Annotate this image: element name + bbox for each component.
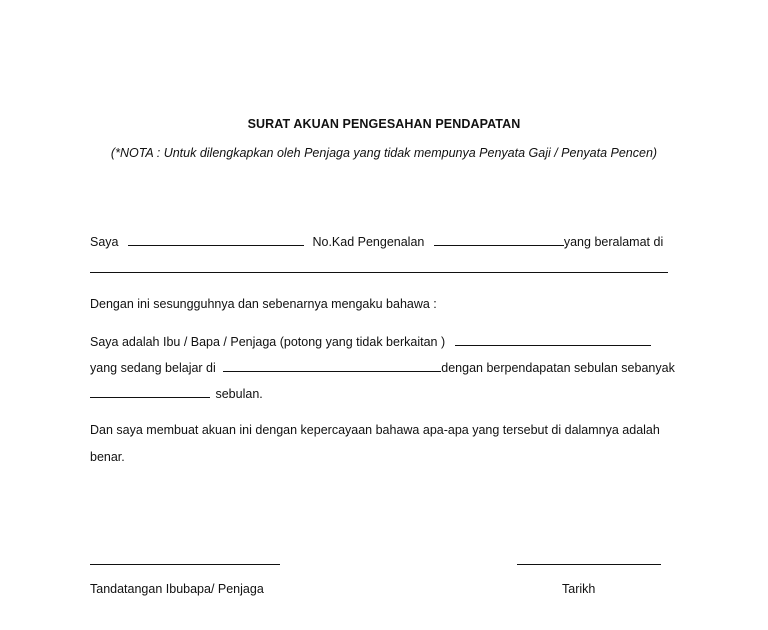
school-blank[interactable] — [223, 360, 441, 372]
parent-line — [90, 334, 651, 349]
study-prefix: yang sedang belajar di — [90, 361, 216, 375]
income-line — [90, 386, 263, 401]
income-suffix: sebulan. — [215, 387, 263, 401]
saya-label: Saya — [90, 235, 119, 249]
signature-blank[interactable] — [90, 564, 280, 565]
document-note: (*NOTA : Untuk dilengkapkan oleh Penjaga yang tidak mempunya Penyata Gaji / Penyata Pencen) — [110, 146, 658, 160]
declaration-text: Dengan ini sesungguhnya dan sebenarnya mengaku bahawa : — [90, 297, 437, 311]
name-blank[interactable] — [128, 234, 304, 246]
relationship-blank[interactable] — [455, 334, 651, 346]
study-line — [90, 360, 675, 375]
belief-end: benar. — [90, 450, 125, 464]
ic-label: No.Kad Pengenalan — [312, 235, 425, 249]
address-blank[interactable] — [90, 272, 668, 273]
belief-line: Dan saya membuat akuan ini dengan kepercayaan bahawa apa-apa yang tersebut di dalamnya adalah — [90, 423, 660, 437]
date-label: Tarikh — [562, 582, 596, 596]
document-title: SURAT AKUAN PENGESAHAN PENDAPATAN — [247, 117, 521, 131]
date-blank[interactable] — [517, 564, 661, 565]
signature-label: Tandatangan Ibubapa/ Penjaga — [90, 582, 264, 596]
income-blank[interactable] — [90, 386, 210, 398]
study-suffix: dengan berpendapatan sebulan sebanyak — [441, 361, 675, 375]
identity-line — [90, 234, 663, 249]
ic-number-blank[interactable] — [434, 234, 564, 246]
parent-label: Saya adalah Ibu / Bapa / Penjaga (potong yang tidak berkaitan ) — [90, 335, 446, 349]
address-label: yang beralamat di — [563, 235, 664, 249]
